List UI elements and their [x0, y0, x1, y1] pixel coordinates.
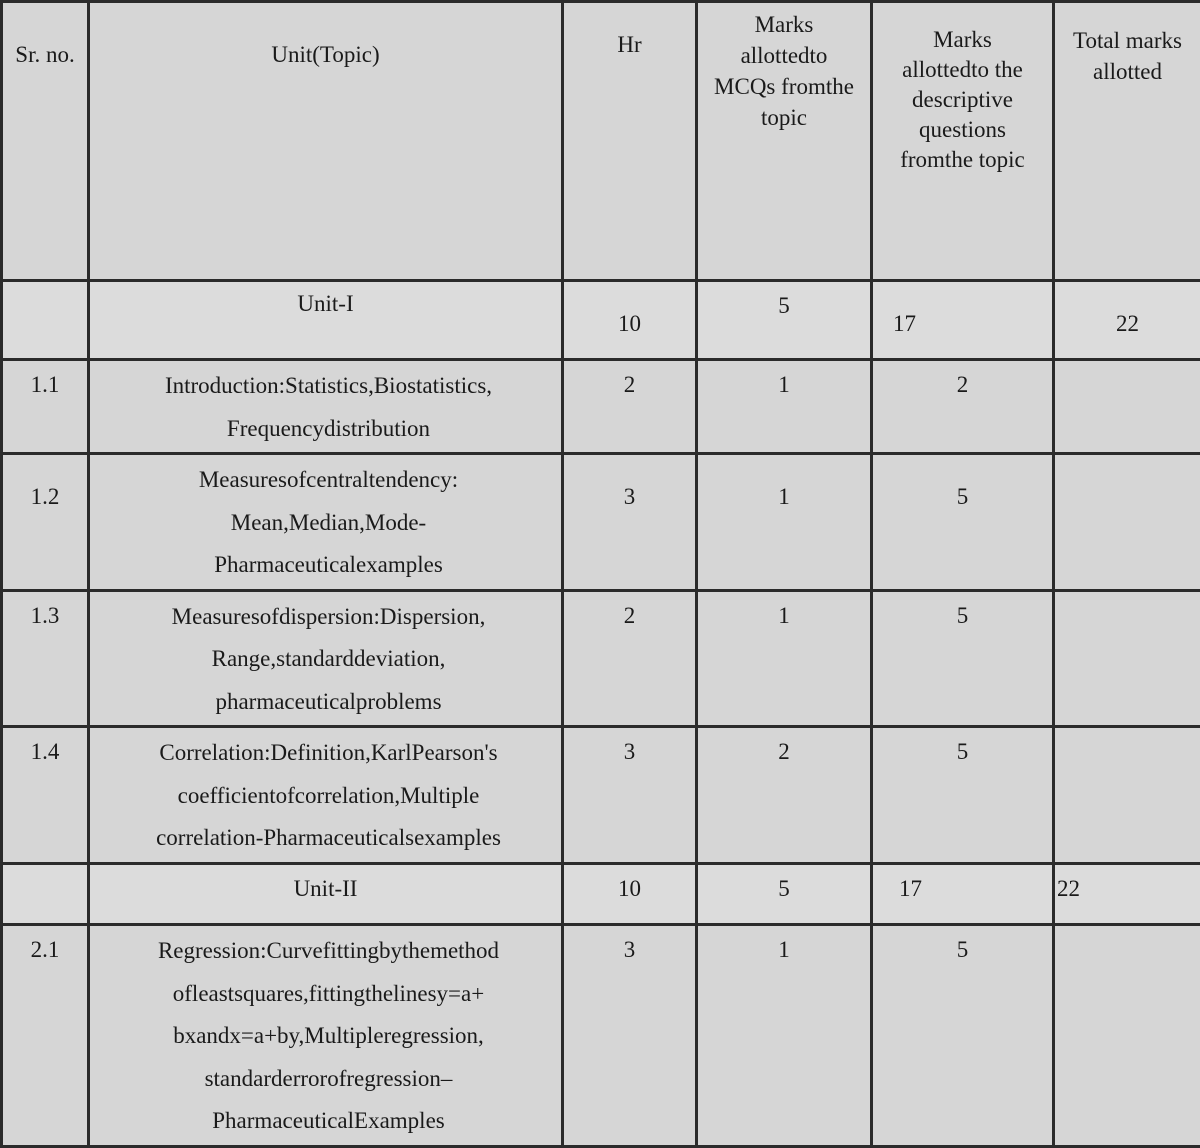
row-topic — [89, 360, 563, 454]
row-descriptive: 5 — [872, 925, 1054, 1147]
row-total — [1054, 454, 1200, 591]
topic-line: Regression:Curvefittingbythemethod — [106, 930, 551, 973]
topic-line: pharmaceuticalproblems — [106, 681, 551, 724]
table-row — [2, 454, 1200, 591]
topic-line: ofleastsquares,fittingthelinesy=a+ — [106, 973, 551, 1016]
row-topic — [89, 590, 563, 727]
row-total — [1054, 727, 1200, 864]
unit-descriptive: 17 — [872, 281, 1054, 360]
topic-line: Range,standarddeviation, — [106, 638, 551, 681]
row-sr-no: 2.1 — [2, 925, 89, 1147]
header-marks-mcq: Marks allottedto MCQs fromthe topic — [697, 2, 872, 281]
topic-line: coefficientofcorrelation,Multiple — [106, 775, 551, 818]
unit-sr-cell — [2, 864, 89, 925]
topic-line: Frequencydistribution — [106, 408, 551, 451]
topic-line: bxandx=a+by,Multipleregression, — [106, 1015, 551, 1058]
row-mcq: 1 — [697, 925, 872, 1147]
unit-total: 22 — [1054, 864, 1200, 925]
row-sr-no: 1.4 — [2, 727, 89, 864]
row-mcq: 1 — [697, 590, 872, 727]
header-marks-descriptive: Marks allottedto the descriptive questions fromthe topic — [872, 2, 1054, 281]
unit-sr-cell — [2, 281, 89, 360]
header-hr: Hr — [563, 2, 697, 281]
table-row — [2, 590, 1200, 727]
row-hr: 3 — [563, 727, 697, 864]
row-hr: 3 — [563, 925, 697, 1147]
row-descriptive: 5 — [872, 727, 1054, 864]
row-mcq: 1 — [697, 454, 872, 591]
topic-line: Introduction:Statistics,Biostatistics, — [106, 365, 551, 408]
row-sr-no: 1.1 — [2, 360, 89, 454]
row-sr-no: 1.2 — [2, 454, 89, 591]
topic-line: Mean,Median,Mode- — [106, 502, 551, 545]
header-row — [2, 2, 1200, 281]
unit-row — [2, 864, 1200, 925]
row-hr: 2 — [563, 360, 697, 454]
topic-line: standarderrorofregression– — [106, 1058, 551, 1101]
topic-line: Measuresofcentraltendency: — [106, 459, 551, 502]
unit-total: 22 — [1054, 281, 1200, 360]
table-row — [2, 925, 1200, 1147]
topic-line: correlation-Pharmaceuticalsexamples — [106, 817, 551, 860]
table-row — [2, 360, 1200, 454]
unit-title: Unit-II — [89, 864, 563, 925]
row-hr: 2 — [563, 590, 697, 727]
row-total — [1054, 590, 1200, 727]
row-hr: 3 — [563, 454, 697, 591]
row-sr-no: 1.3 — [2, 590, 89, 727]
topic-line: Measuresofdispersion:Dispersion, — [106, 596, 551, 639]
unit-hr: 10 — [563, 281, 697, 360]
topic-line: Correlation:Definition,KarlPearson's — [106, 732, 551, 775]
unit-mcq: 5 — [697, 281, 872, 360]
unit-row — [2, 281, 1200, 360]
row-mcq: 1 — [697, 360, 872, 454]
topic-line: Pharmaceuticalexamples — [106, 544, 551, 587]
unit-descriptive: 17 — [872, 864, 1054, 925]
row-descriptive: 2 — [872, 360, 1054, 454]
header-total-marks: Total marks allotted — [1054, 2, 1200, 281]
header-sr-no: Sr. no. — [2, 2, 89, 281]
row-topic — [89, 727, 563, 864]
unit-title: Unit-I — [89, 281, 563, 360]
unit-mcq: 5 — [697, 864, 872, 925]
row-topic — [89, 454, 563, 591]
row-topic — [89, 925, 563, 1147]
row-total — [1054, 925, 1200, 1147]
row-mcq: 2 — [697, 727, 872, 864]
topic-line: PharmaceuticalExamples — [106, 1100, 551, 1143]
unit-hr: 10 — [563, 864, 697, 925]
table-row — [2, 727, 1200, 864]
row-total — [1054, 360, 1200, 454]
row-descriptive: 5 — [872, 590, 1054, 727]
header-unit-topic: Unit(Topic) — [89, 2, 563, 281]
row-descriptive: 5 — [872, 454, 1054, 591]
